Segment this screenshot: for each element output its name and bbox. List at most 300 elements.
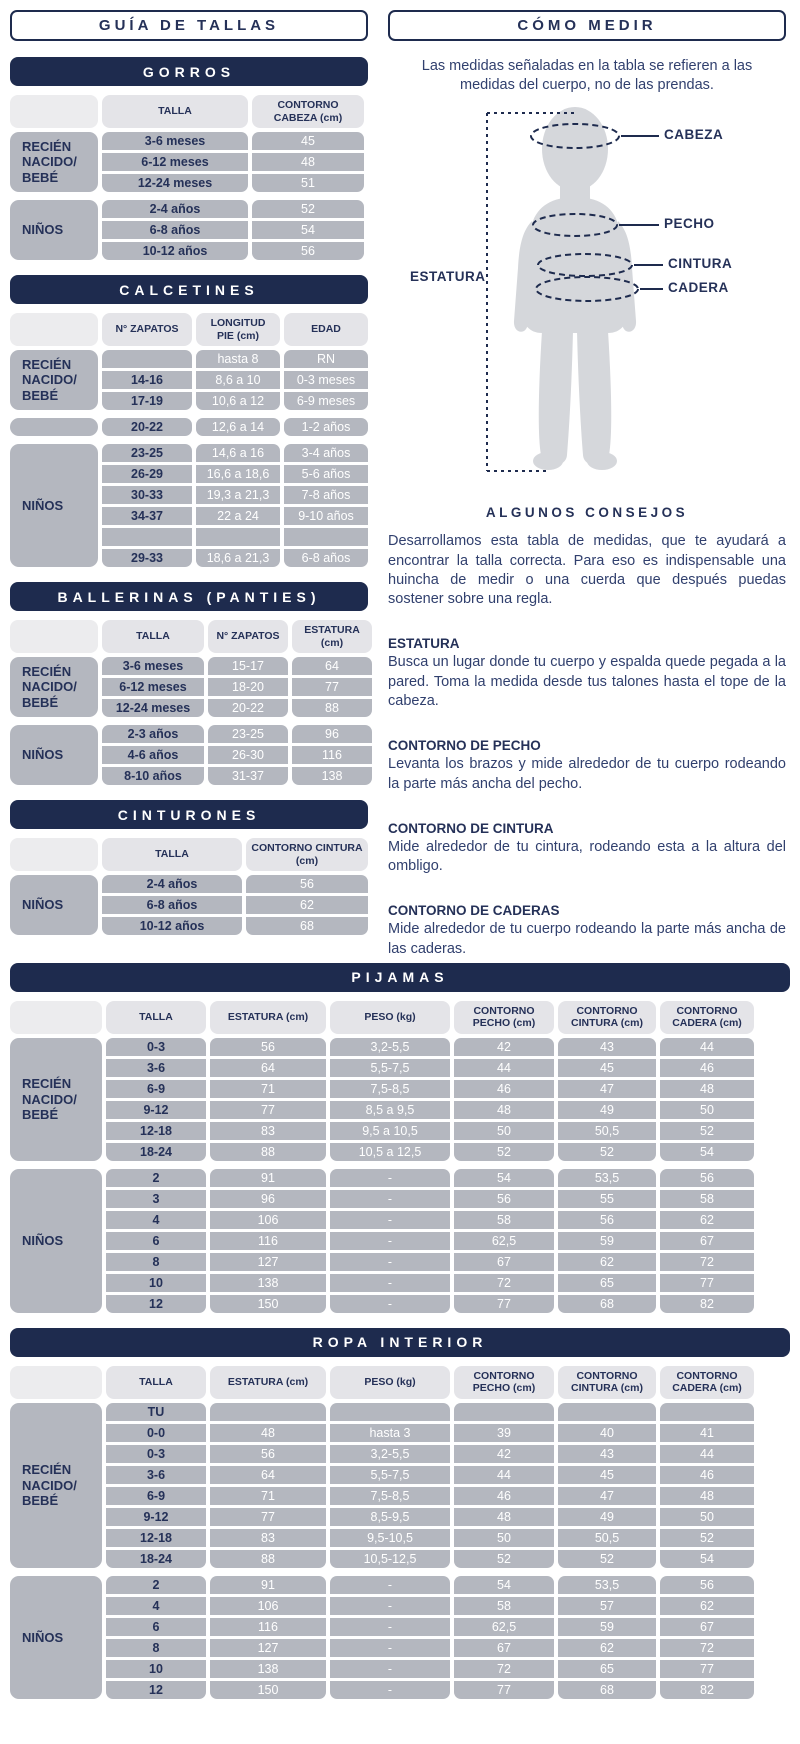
value-cell: 9-10 años — [284, 507, 368, 525]
age-group — [10, 200, 368, 260]
value-cell: 6-9 meses — [284, 392, 368, 410]
value-cell: 62 — [660, 1211, 754, 1229]
value-cell — [558, 1403, 656, 1421]
talla-cell: 6-9 — [106, 1487, 206, 1505]
table-row — [102, 507, 368, 525]
talla-cell: 20-22 — [102, 418, 192, 436]
group-label: RECIÉN NACIDO/ BEBÉ — [10, 1403, 102, 1568]
talla-cell: 9-12 — [106, 1508, 206, 1526]
value-cell: 48 — [454, 1508, 554, 1526]
tip-text: Busca un lugar donde tu cuerpo y espalda quede pegada a la pared. Toma la medida desde tus talones hasta el tope de la cabeza. — [388, 654, 786, 709]
table-row — [102, 486, 368, 504]
value-cell: 39 — [454, 1424, 554, 1442]
table-row — [106, 1639, 790, 1657]
talla-cell: 2-3 años — [102, 725, 204, 743]
table-row — [102, 200, 368, 218]
tip-text: Mide alrededor de tu cintura, rodeando esta a la altura del ombligo. — [388, 838, 786, 875]
value-cell: 56 — [660, 1169, 754, 1187]
column-header: TALLA — [102, 95, 248, 128]
value-cell: 58 — [454, 1597, 554, 1615]
talla-cell: 3-6 meses — [102, 132, 248, 150]
value-cell: 116 — [292, 746, 372, 764]
value-cell: 52 — [558, 1550, 656, 1568]
talla-cell: 3-6 meses — [102, 657, 204, 675]
header-blank-cell — [10, 1001, 102, 1034]
value-cell: 77 — [210, 1101, 326, 1119]
ballerinas-table — [10, 582, 368, 785]
value-cell: 138 — [210, 1660, 326, 1678]
value-cell: 5-6 años — [284, 465, 368, 483]
group-label: NIÑOS — [10, 725, 98, 785]
column-header: TALLA — [102, 838, 242, 871]
column-header: ESTATURA (cm) — [292, 620, 372, 653]
talla-cell: 26-29 — [102, 465, 192, 483]
value-cell: 53,5 — [558, 1169, 656, 1187]
measuring-tip — [388, 636, 786, 711]
value-cell: 10,5-12,5 — [330, 1550, 450, 1568]
table-row — [106, 1403, 790, 1421]
value-cell: RN — [284, 350, 368, 368]
column-header: LONGITUD PIE (cm) — [196, 313, 280, 346]
talla-cell: 12 — [106, 1295, 206, 1313]
header-blank-cell — [10, 1366, 102, 1399]
value-cell: 54 — [252, 221, 364, 239]
value-cell: 15-17 — [208, 657, 288, 675]
value-cell: 43 — [558, 1445, 656, 1463]
age-group — [10, 725, 368, 785]
value-cell — [454, 1403, 554, 1421]
table-row — [106, 1508, 790, 1526]
value-cell: 10,5 a 12,5 — [330, 1143, 450, 1161]
value-cell: 77 — [292, 678, 372, 696]
value-cell: 9,5-10,5 — [330, 1529, 450, 1547]
pijamas-table — [10, 963, 790, 1313]
table-row — [102, 746, 372, 764]
value-cell: 46 — [454, 1487, 554, 1505]
cinturones-header-row — [10, 838, 368, 871]
value-cell: 77 — [660, 1274, 754, 1292]
value-cell: 72 — [454, 1660, 554, 1678]
value-cell: - — [330, 1618, 450, 1636]
column-header: N° ZAPATOS — [208, 620, 288, 653]
talla-cell: 17-19 — [102, 392, 192, 410]
value-cell: 52 — [660, 1122, 754, 1140]
age-group — [10, 875, 368, 935]
value-cell: 56 — [210, 1038, 326, 1056]
value-cell: 88 — [292, 699, 372, 717]
value-cell: 67 — [660, 1618, 754, 1636]
column-header: CONTORNO CADERA (cm) — [660, 1366, 754, 1399]
value-cell: 64 — [210, 1466, 326, 1484]
group-label: NIÑOS — [10, 1576, 102, 1699]
value-cell: 50 — [454, 1122, 554, 1140]
ropa-interior-section-header: ROPA INTERIOR — [10, 1328, 790, 1357]
how-to-measure-column — [388, 10, 790, 959]
column-header: TALLA — [106, 1366, 206, 1399]
talla-cell: 3-6 — [106, 1059, 206, 1077]
value-cell — [660, 1403, 754, 1421]
table-row — [102, 174, 368, 192]
value-cell: 45 — [558, 1059, 656, 1077]
ballerinas-section-header: BALLERINAS (PANTIES) — [10, 582, 368, 611]
value-cell: 62,5 — [454, 1232, 554, 1250]
table-row — [106, 1211, 790, 1229]
value-cell: 52 — [252, 200, 364, 218]
talla-cell: 8 — [106, 1253, 206, 1271]
measuring-tip — [388, 903, 786, 959]
value-cell: 62 — [246, 896, 368, 914]
table-row — [106, 1295, 790, 1313]
value-cell: - — [330, 1576, 450, 1594]
table-row — [106, 1576, 790, 1594]
value-cell: 52 — [558, 1143, 656, 1161]
tip-title: CONTORNO DE CADERAS — [388, 903, 560, 919]
value-cell: 127 — [210, 1639, 326, 1657]
talla-cell: TU — [106, 1403, 206, 1421]
age-group — [10, 1038, 790, 1161]
column-header: ESTATURA (cm) — [210, 1366, 326, 1399]
value-cell: 44 — [660, 1038, 754, 1056]
value-cell: 14,6 a 16 — [196, 444, 280, 462]
value-cell: 56 — [246, 875, 368, 893]
table-row — [102, 465, 368, 483]
value-cell: 67 — [454, 1253, 554, 1271]
value-cell: 8,5-9,5 — [330, 1508, 450, 1526]
value-cell: 47 — [558, 1080, 656, 1098]
table-row — [106, 1080, 790, 1098]
value-cell: 54 — [660, 1143, 754, 1161]
table-row — [102, 528, 368, 546]
value-cell: 7-8 años — [284, 486, 368, 504]
table-row — [102, 725, 372, 743]
value-cell — [196, 528, 280, 546]
value-cell: 62 — [558, 1253, 656, 1271]
header-blank-cell — [10, 313, 98, 346]
value-cell: - — [330, 1274, 450, 1292]
table-row — [106, 1618, 790, 1636]
talla-cell: 12-18 — [106, 1122, 206, 1140]
value-cell: 72 — [454, 1274, 554, 1292]
value-cell: 116 — [210, 1232, 326, 1250]
value-cell: 18,6 a 21,3 — [196, 549, 280, 567]
table-row — [102, 767, 372, 785]
table-row — [102, 153, 368, 171]
value-cell: 50 — [454, 1529, 554, 1547]
value-cell: 19,3 a 21,3 — [196, 486, 280, 504]
talla-cell: 0-0 — [106, 1424, 206, 1442]
talla-cell: 2-4 años — [102, 200, 248, 218]
value-cell: - — [330, 1190, 450, 1208]
value-cell: 8,5 a 9,5 — [330, 1101, 450, 1119]
value-cell: 64 — [210, 1059, 326, 1077]
value-cell: 7,5-8,5 — [330, 1080, 450, 1098]
value-cell: 46 — [660, 1466, 754, 1484]
value-cell: - — [330, 1639, 450, 1657]
gorros-header-row — [10, 95, 368, 128]
value-cell: 68 — [246, 917, 368, 935]
value-cell: 48 — [252, 153, 364, 171]
value-cell: 62,5 — [454, 1618, 554, 1636]
talla-cell: 3-6 — [106, 1466, 206, 1484]
measuring-tip — [388, 738, 786, 794]
value-cell: 48 — [454, 1101, 554, 1119]
table-row — [106, 1143, 790, 1161]
value-cell: 49 — [558, 1101, 656, 1119]
tip-text: Mide alrededor de tu cuerpo rodeando la parte más ancha de las caderas. — [388, 921, 786, 957]
column-header: TALLA — [102, 620, 204, 653]
talla-cell: 10-12 años — [102, 242, 248, 260]
value-cell: 18-20 — [208, 678, 288, 696]
value-cell: 116 — [210, 1618, 326, 1636]
value-cell: 20-22 — [208, 699, 288, 717]
value-cell: 1-2 años — [284, 418, 368, 436]
value-cell: 40 — [558, 1424, 656, 1442]
value-cell: - — [330, 1660, 450, 1678]
talla-cell: 34-37 — [102, 507, 192, 525]
table-row — [102, 242, 368, 260]
table-row — [102, 444, 368, 462]
value-cell: 57 — [558, 1597, 656, 1615]
calcetines-section-header: CALCETINES — [10, 275, 368, 304]
value-cell: - — [330, 1253, 450, 1271]
talla-cell: 30-33 — [102, 486, 192, 504]
value-cell: 8,6 a 10 — [196, 371, 280, 389]
value-cell: 48 — [210, 1424, 326, 1442]
talla-cell: 4-6 años — [102, 746, 204, 764]
talla-cell: 12-18 — [106, 1529, 206, 1547]
tables-column — [10, 10, 368, 959]
talla-cell: 6-12 meses — [102, 678, 204, 696]
column-header: CONTORNO CADERA (cm) — [660, 1001, 754, 1034]
ballerinas-header-row — [10, 620, 368, 653]
column-header: CONTORNO PECHO (cm) — [454, 1001, 554, 1034]
value-cell: 58 — [660, 1190, 754, 1208]
talla-cell: 2 — [106, 1576, 206, 1594]
group-label: RECIÉN NACIDO/ BEBÉ — [10, 1038, 102, 1161]
cinturones-section-header: CINTURONES — [10, 800, 368, 829]
value-cell: 138 — [210, 1274, 326, 1292]
table-row — [106, 1190, 790, 1208]
value-cell: 3,2-5,5 — [330, 1038, 450, 1056]
value-cell: 88 — [210, 1550, 326, 1568]
value-cell: 52 — [660, 1529, 754, 1547]
value-cell: 77 — [454, 1295, 554, 1313]
value-cell: 48 — [660, 1487, 754, 1505]
group-label: NIÑOS — [10, 1169, 102, 1313]
tip-title: ESTATURA — [388, 636, 460, 652]
value-cell: 52 — [454, 1550, 554, 1568]
table-row — [106, 1529, 790, 1547]
column-header: CONTORNO CINTURA (cm) — [558, 1001, 656, 1034]
group-label: RECIÉN NACIDO/ BEBÉ — [10, 132, 98, 192]
measuring-tips — [388, 636, 786, 959]
talla-cell: 10-12 años — [102, 917, 242, 935]
value-cell: 41 — [660, 1424, 754, 1442]
value-cell: 68 — [558, 1295, 656, 1313]
value-cell: 67 — [660, 1232, 754, 1250]
table-row — [106, 1038, 790, 1056]
table-row — [106, 1253, 790, 1271]
table-row — [106, 1122, 790, 1140]
measuring-tip — [388, 821, 786, 877]
value-cell: 44 — [454, 1059, 554, 1077]
table-row — [102, 917, 368, 935]
age-group — [10, 1403, 790, 1568]
value-cell: - — [330, 1169, 450, 1187]
value-cell: 56 — [558, 1211, 656, 1229]
talla-cell — [102, 528, 192, 546]
gorros-section-header: GORROS — [10, 57, 368, 86]
talla-cell: 3 — [106, 1190, 206, 1208]
value-cell: 65 — [558, 1274, 656, 1292]
value-cell: 82 — [660, 1681, 754, 1699]
table-row — [102, 699, 372, 717]
column-header: EDAD — [284, 313, 368, 346]
talla-cell: 9-12 — [106, 1101, 206, 1119]
table-row — [102, 657, 372, 675]
measurement-diagram — [410, 103, 780, 491]
table-row — [106, 1169, 790, 1187]
age-group — [10, 1576, 790, 1699]
table-row — [102, 132, 368, 150]
value-cell — [210, 1403, 326, 1421]
value-cell: 62 — [660, 1597, 754, 1615]
talla-cell: 6-8 años — [102, 896, 242, 914]
age-group — [10, 350, 368, 410]
talla-cell: 6 — [106, 1618, 206, 1636]
value-cell: 71 — [210, 1487, 326, 1505]
talla-cell: 4 — [106, 1211, 206, 1229]
value-cell: 67 — [454, 1639, 554, 1657]
two-column-area — [10, 10, 790, 959]
column-header: TALLA — [106, 1001, 206, 1034]
value-cell: 31-37 — [208, 767, 288, 785]
table-row — [106, 1424, 790, 1442]
talla-cell: 8 — [106, 1639, 206, 1657]
table-row — [106, 1550, 790, 1568]
page-title: GUÍA DE TALLAS — [10, 10, 368, 41]
talla-cell: 14-16 — [102, 371, 192, 389]
measure-intro-text: Las medidas señaladas en la tabla se refieren a las medidas del cuerpo, no de las prendas. — [421, 58, 753, 94]
value-cell: 68 — [558, 1681, 656, 1699]
talla-cell: 0-3 — [106, 1038, 206, 1056]
talla-cell: 0-3 — [106, 1445, 206, 1463]
talla-cell: 12-24 meses — [102, 174, 248, 192]
talla-cell: 10 — [106, 1660, 206, 1678]
value-cell — [330, 1403, 450, 1421]
talla-cell: 8-10 años — [102, 767, 204, 785]
value-cell: 0-3 meses — [284, 371, 368, 389]
pecho-label: PECHO — [664, 216, 715, 232]
value-cell: 56 — [660, 1576, 754, 1594]
value-cell: 9,5 a 10,5 — [330, 1122, 450, 1140]
column-header: ESTATURA (cm) — [210, 1001, 326, 1034]
value-cell: hasta 3 — [330, 1424, 450, 1442]
value-cell: 5,5-7,5 — [330, 1466, 450, 1484]
ropa-interior-table — [10, 1328, 790, 1699]
talla-cell: 10 — [106, 1274, 206, 1292]
estatura-label: ESTATURA — [410, 269, 486, 285]
value-cell: 72 — [660, 1639, 754, 1657]
value-cell: 106 — [210, 1211, 326, 1229]
value-cell: 54 — [454, 1576, 554, 1594]
value-cell: 3-4 años — [284, 444, 368, 462]
value-cell: 46 — [660, 1059, 754, 1077]
talla-cell: 2 — [106, 1169, 206, 1187]
group-label: NIÑOS — [10, 875, 98, 935]
value-cell — [284, 528, 368, 546]
talla-cell: 18-24 — [106, 1550, 206, 1568]
como-medir-title: CÓMO MEDIR — [388, 10, 786, 41]
age-group — [10, 444, 368, 567]
value-cell: 44 — [660, 1445, 754, 1463]
value-cell: 83 — [210, 1122, 326, 1140]
column-header: CONTORNO CINTURA (cm) — [246, 838, 368, 871]
value-cell: - — [330, 1232, 450, 1250]
talla-cell: 6-12 meses — [102, 153, 248, 171]
value-cell: 26-30 — [208, 746, 288, 764]
value-cell: 42 — [454, 1038, 554, 1056]
table-row — [102, 896, 368, 914]
value-cell: 44 — [454, 1466, 554, 1484]
age-group — [10, 132, 368, 192]
column-header: CONTORNO CABEZA (cm) — [252, 95, 364, 128]
table-row — [102, 371, 368, 389]
value-cell: 50 — [660, 1508, 754, 1526]
value-cell: 48 — [660, 1080, 754, 1098]
value-cell: 53,5 — [558, 1576, 656, 1594]
value-cell: 59 — [558, 1618, 656, 1636]
value-cell: 72 — [660, 1253, 754, 1271]
value-cell: - — [330, 1211, 450, 1229]
value-cell: 127 — [210, 1253, 326, 1271]
header-blank-cell — [10, 95, 98, 128]
table-row — [106, 1445, 790, 1463]
talla-cell: 6-8 años — [102, 221, 248, 239]
value-cell: 77 — [210, 1508, 326, 1526]
value-cell: 45 — [558, 1466, 656, 1484]
column-header: PESO (kg) — [330, 1366, 450, 1399]
value-cell: 50 — [660, 1101, 754, 1119]
column-header: CONTORNO PECHO (cm) — [454, 1366, 554, 1399]
value-cell: - — [330, 1681, 450, 1699]
group-label: RECIÉN NACIDO/ BEBÉ — [10, 657, 98, 717]
value-cell: 58 — [454, 1211, 554, 1229]
value-cell: 23-25 — [208, 725, 288, 743]
value-cell: 50,5 — [558, 1122, 656, 1140]
value-cell: 56 — [252, 242, 364, 260]
group-label: NIÑOS — [10, 200, 98, 260]
child-silhouette — [410, 103, 780, 491]
talla-cell: 29-33 — [102, 549, 192, 567]
tip-title: CONTORNO DE PECHO — [388, 738, 541, 754]
table-row — [106, 1466, 790, 1484]
table-row — [102, 221, 368, 239]
talla-cell: 6-9 — [106, 1080, 206, 1098]
value-cell: 77 — [454, 1681, 554, 1699]
talla-cell: 12 — [106, 1681, 206, 1699]
column-header: CONTORNO CINTURA (cm) — [558, 1366, 656, 1399]
value-cell: 47 — [558, 1487, 656, 1505]
value-cell: 46 — [454, 1080, 554, 1098]
value-cell: 71 — [210, 1080, 326, 1098]
value-cell: 12,6 a 14 — [196, 418, 280, 436]
value-cell: 51 — [252, 174, 364, 192]
talla-cell: 4 — [106, 1597, 206, 1615]
calcetines-header-row — [10, 313, 368, 346]
value-cell: 10,6 a 12 — [196, 392, 280, 410]
ropa-interior-header-row — [10, 1366, 790, 1399]
